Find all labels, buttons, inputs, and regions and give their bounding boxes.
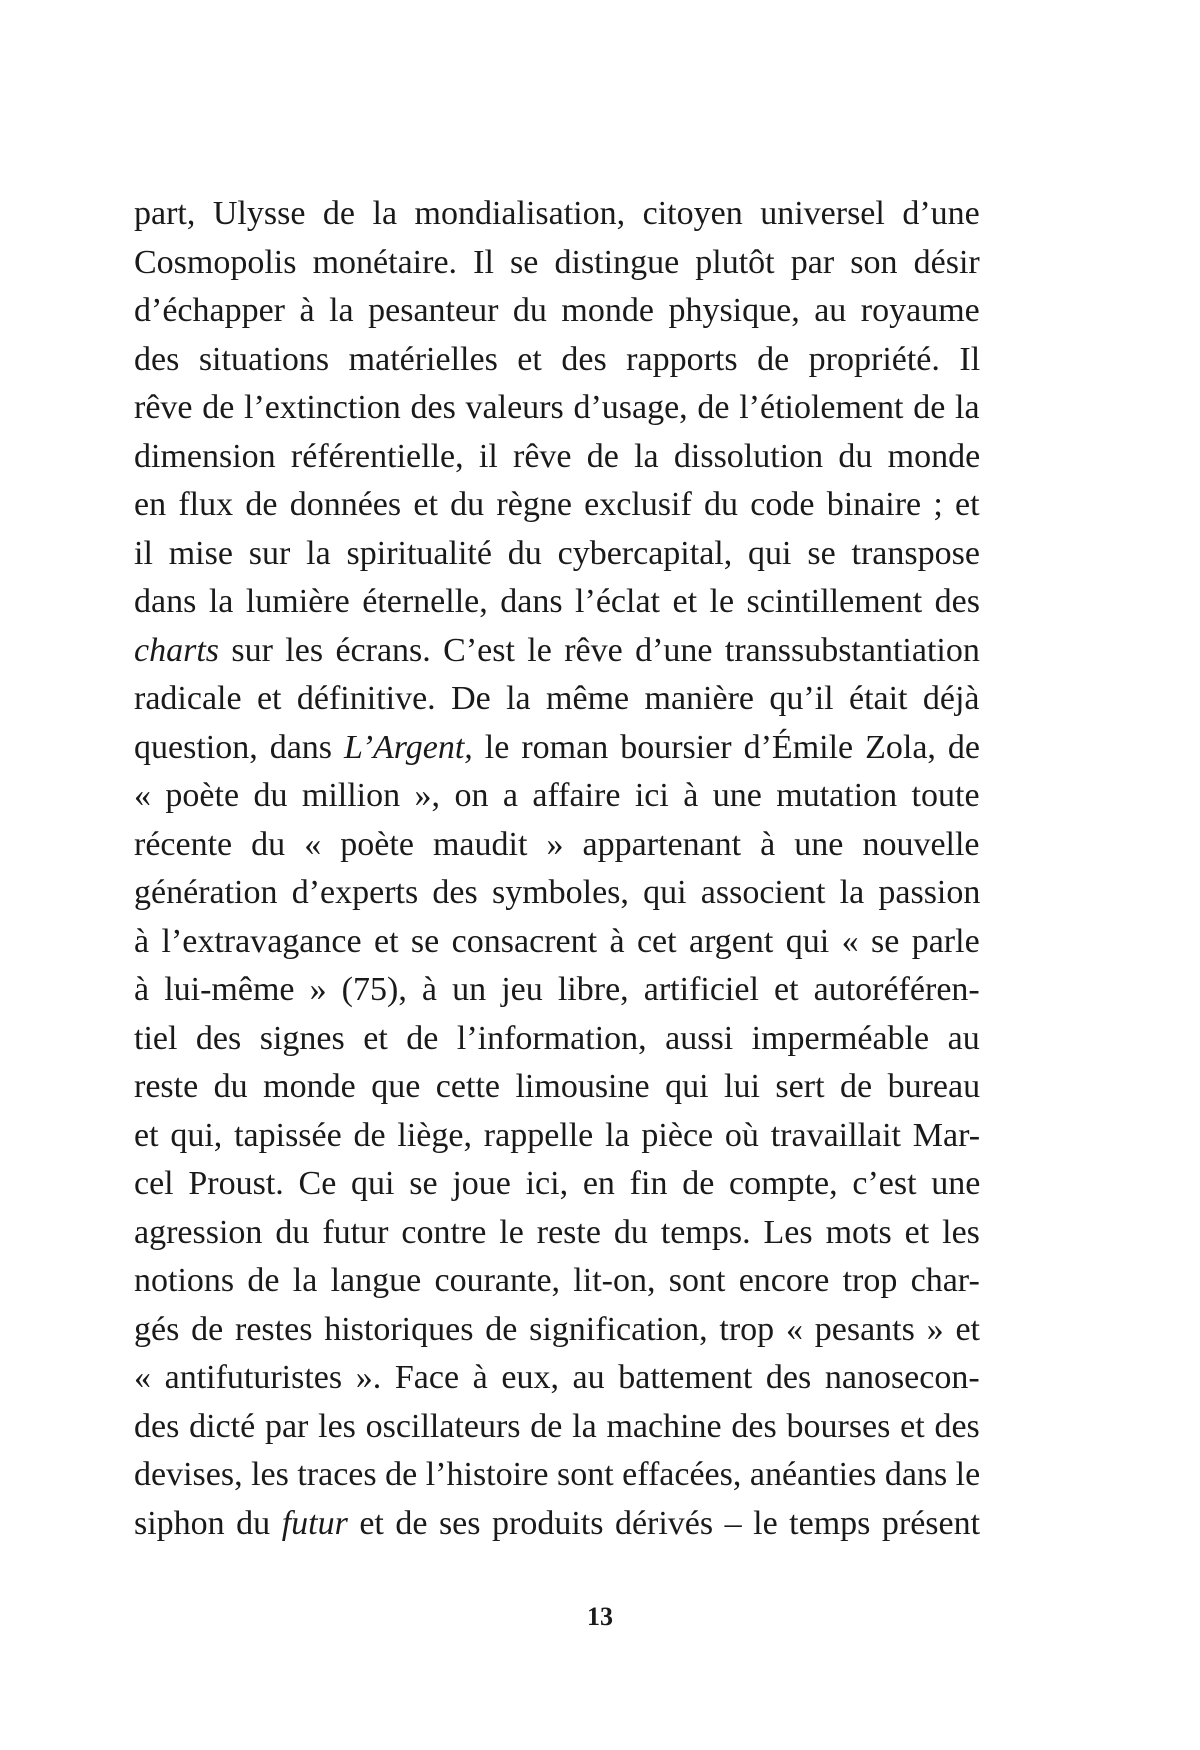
line-text: rêve de l’extinction des valeurs d’usage, de l’étiolement de la (134, 389, 980, 426)
text-line (134, 1354, 980, 1403)
line-text: notions de la langue courante, lit-on, sont encore trop char- (134, 1262, 980, 1299)
text-line (134, 433, 980, 482)
line-text: reste du monde que cette limousine qui lui sert de bureau (134, 1068, 981, 1105)
line-text: siphon du (134, 1504, 282, 1542)
line-text: sur les écrans. C’est le rêve d’une transsubstantiation (219, 631, 980, 669)
text-line (134, 772, 980, 821)
text-line (134, 239, 980, 288)
line-text: tiel des signes et de l’information, aussi imperméable au (134, 1019, 980, 1057)
text-line (134, 336, 980, 385)
line-text: part, Ulysse de la mondialisation, citoyen universel d’une (134, 195, 980, 232)
line-text: d’échapper à la pesanteur du monde physique, au royaume (134, 292, 980, 329)
text-line (134, 821, 980, 870)
text-line (134, 966, 980, 1015)
page-number: 13 (587, 1602, 613, 1631)
line-text: devises, les traces de l’histoire sont effacées, anéanties dans le (134, 1456, 981, 1493)
line-text: il mise sur la spiritualité du cybercapital, qui se transpose (134, 534, 980, 572)
body-text (134, 190, 980, 1548)
line-text: « antifuturistes ». Face à eux, au battement des nanosecon- (134, 1359, 980, 1396)
italic-text: L’Argent, (344, 728, 473, 766)
line-text: gés de restes historiques de signification, trop « pesants » et (134, 1310, 980, 1348)
line-text: des situations matérielles et des rapports de propriété. Il (134, 340, 981, 378)
line-text: à lui-même » (75), à un jeu libre, artificiel et autoréféren- (134, 971, 980, 1008)
text-line (134, 1451, 980, 1500)
italic-text: charts (134, 631, 219, 669)
line-text: question, dans (134, 728, 345, 766)
line-text: radicale et définitive. De la même manière qu’il était déjà (134, 680, 980, 717)
line-text: le roman boursier d’Émile Zola, de (472, 728, 981, 766)
text-line (134, 190, 980, 239)
text-line (134, 675, 980, 724)
text-line (134, 578, 980, 627)
text-line (134, 481, 980, 530)
text-line (134, 1306, 980, 1355)
text-line (134, 384, 980, 433)
line-text: des dicté par les oscillateurs de la machine des bourses et des (134, 1407, 980, 1445)
italic-text: futur (281, 1504, 348, 1542)
text-line (134, 918, 980, 967)
text-line (134, 1015, 980, 1064)
text-line (134, 1112, 980, 1161)
line-text: en flux de données et du règne exclusif du code binaire ; et (134, 486, 980, 523)
text-line (134, 287, 980, 336)
text-line (134, 1063, 980, 1112)
text-line (134, 1209, 980, 1258)
text-line (134, 1160, 980, 1209)
line-text: agression du futur contre le reste du temps. Les mots et les (134, 1213, 980, 1251)
line-text: dans la lumière éternelle, dans l’éclat et le scintillement des (134, 583, 981, 620)
text-line (134, 1257, 980, 1306)
text-line (134, 724, 980, 773)
line-text: et de ses produits dérivés – le temps présent (347, 1504, 981, 1542)
text-line (134, 869, 980, 918)
text-line (134, 1403, 980, 1452)
line-text: à l’extravagance et se consacrent à cet argent qui « se parle (134, 922, 980, 960)
line-text: et qui, tapissée de liège, rappelle la pièce où travaillait Mar- (134, 1116, 981, 1154)
line-text: génération d’experts des symboles, qui associent la passion (134, 874, 981, 911)
text-line (134, 530, 980, 579)
line-text: dimension référentielle, il rêve de la dissolution du monde (134, 437, 981, 475)
line-text: Cosmopolis monétaire. Il se distingue plutôt par son désir (134, 243, 980, 281)
line-text: cel Proust. Ce qui se joue ici, en fin de compte, c’est une (134, 1165, 981, 1202)
text-line (134, 627, 980, 676)
line-text: « poète du million », on a affaire ici à une mutation toute (134, 777, 980, 814)
text-line (134, 1500, 980, 1549)
line-text: récente du « poète maudit » appartenant à une nouvelle (134, 825, 980, 863)
